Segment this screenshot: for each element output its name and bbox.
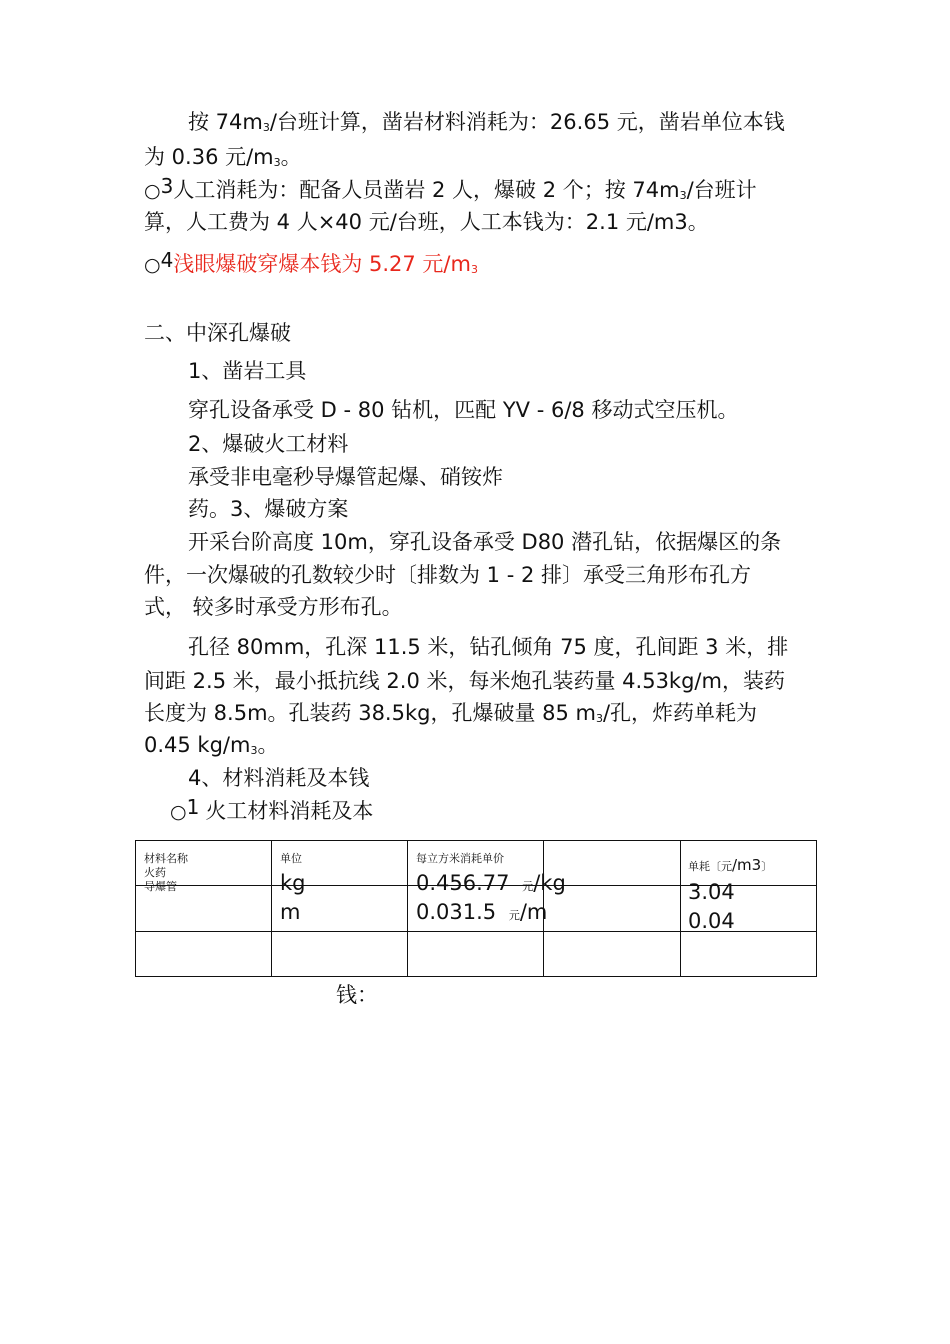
price-value: 0.031.5 [416, 900, 497, 924]
subscript: 3 [250, 744, 258, 757]
text: 算，人工费为 4 人×40 元/台班，人工本钱为：2.1 元/m [144, 210, 675, 234]
table-border [135, 840, 136, 977]
paragraph-line [144, 212, 709, 233]
price-unit: /kg [533, 871, 566, 895]
cell-cost: 3.04 [688, 880, 735, 904]
text: 〕 [761, 860, 773, 873]
highlight-text: 浅眼爆破穿爆本钱为 5.27 元/m [173, 252, 471, 276]
cell-material: 火药 [144, 866, 166, 879]
paragraph-line: 孔径 80mm，孔深 11.5 米，钻孔倾角 75 度，孔间距 3 米，排 [188, 635, 789, 659]
text: /m3 [732, 856, 762, 874]
paragraph-line [144, 735, 278, 756]
text: 按 74m [188, 110, 263, 134]
text: 单耗〔元 [688, 860, 732, 873]
paragraph-line: 间距 2.5 米，最小抵抗线 2.0 米，每米炮孔装药量 4.53kg/m，装药 [144, 669, 785, 693]
subsection-heading: 2、爆破火工材料 [188, 432, 349, 456]
item-number: 3 [160, 174, 174, 198]
paragraph-line: 穿孔设备承受 D - 80 钻机，匹配 YV - 6/8 移动式空压机。 [188, 398, 739, 422]
cell-price [416, 902, 547, 923]
price-unit: 元 [508, 909, 520, 922]
header-material-name: 材料名称 [144, 852, 188, 865]
paragraph-line: 开采台阶高度 10m，穿孔设备承受 D80 潜孔钻，依据爆区的条 [188, 530, 782, 554]
list-item-1 [170, 795, 374, 823]
table-border [135, 840, 817, 841]
paragraph-line: 药。3、爆破方案 [188, 497, 349, 521]
paragraph-line: 钱： [336, 983, 378, 1007]
text: /台班计 [686, 178, 757, 202]
table-border [407, 840, 408, 977]
table-border [816, 840, 817, 977]
subscript: 3 [595, 712, 603, 725]
item-number: 1 [186, 795, 200, 819]
cell-cost: 0.04 [688, 909, 735, 933]
subscript: 3 [470, 263, 478, 276]
subscript: 3 [262, 121, 270, 134]
paragraph-line: 件，一次爆破的孔数较少时〔排数为 1 - 2 排〕承受三角形布孔方 [144, 563, 751, 587]
text: /台班计算，凿岩材料消耗为：26.65 元，凿岩单位本钱 [269, 110, 785, 134]
text: 3。 [674, 210, 709, 234]
list-item-4 [144, 248, 478, 276]
table-border [135, 976, 817, 977]
subsection-heading: 4、材料消耗及本钱 [188, 766, 370, 790]
list-item-3 [144, 174, 757, 202]
paragraph-line [188, 112, 785, 133]
subscript: 3 [273, 156, 281, 169]
paragraph-line: 式， 较多时承受方形布孔。 [144, 595, 403, 619]
text: 0.45 kg/m [144, 733, 251, 757]
text: 火工材料消耗及本 [205, 799, 374, 823]
header-unit-price: 每立方米消耗单价 [416, 852, 504, 865]
price-value: 0.456.77 [416, 871, 510, 895]
item-number: 4 [160, 248, 174, 272]
text: 长度为 8.5m。孔装药 38.5kg，孔爆破量 85 m [144, 701, 596, 725]
text: 人工消耗为：配备人员凿岩 2 人，爆破 2 个；按 74m [173, 178, 680, 202]
circle-marker-icon: ○ [144, 180, 161, 202]
price-unit: 元 [522, 880, 534, 893]
circle-marker-icon: ○ [144, 254, 161, 276]
text: /孔，炸药单耗为 [602, 701, 758, 725]
paragraph-line: 承受非电毫秒导爆管起爆、硝铵炸 [188, 465, 503, 489]
header-unit: 单位 [280, 852, 302, 865]
cell-price [416, 873, 566, 894]
price-unit: /m [519, 900, 548, 924]
paragraph-line [144, 147, 302, 168]
table-border [680, 840, 681, 977]
text: 为 0.36 元/m [144, 145, 274, 169]
paragraph-line [144, 703, 757, 724]
header-unit-cost [688, 858, 772, 874]
subscript: 3 [679, 189, 687, 202]
text: 。 [257, 733, 279, 757]
cell-unit: m [280, 900, 301, 924]
cell-unit: kg [280, 871, 306, 895]
section-heading: 二、中深孔爆破 [144, 321, 291, 345]
text: 。 [280, 145, 302, 169]
cell-material: 导爆管 [144, 880, 177, 893]
subsection-heading: 1、凿岩工具 [188, 359, 307, 383]
circle-marker-icon: ○ [170, 801, 187, 823]
table-border [271, 840, 272, 977]
